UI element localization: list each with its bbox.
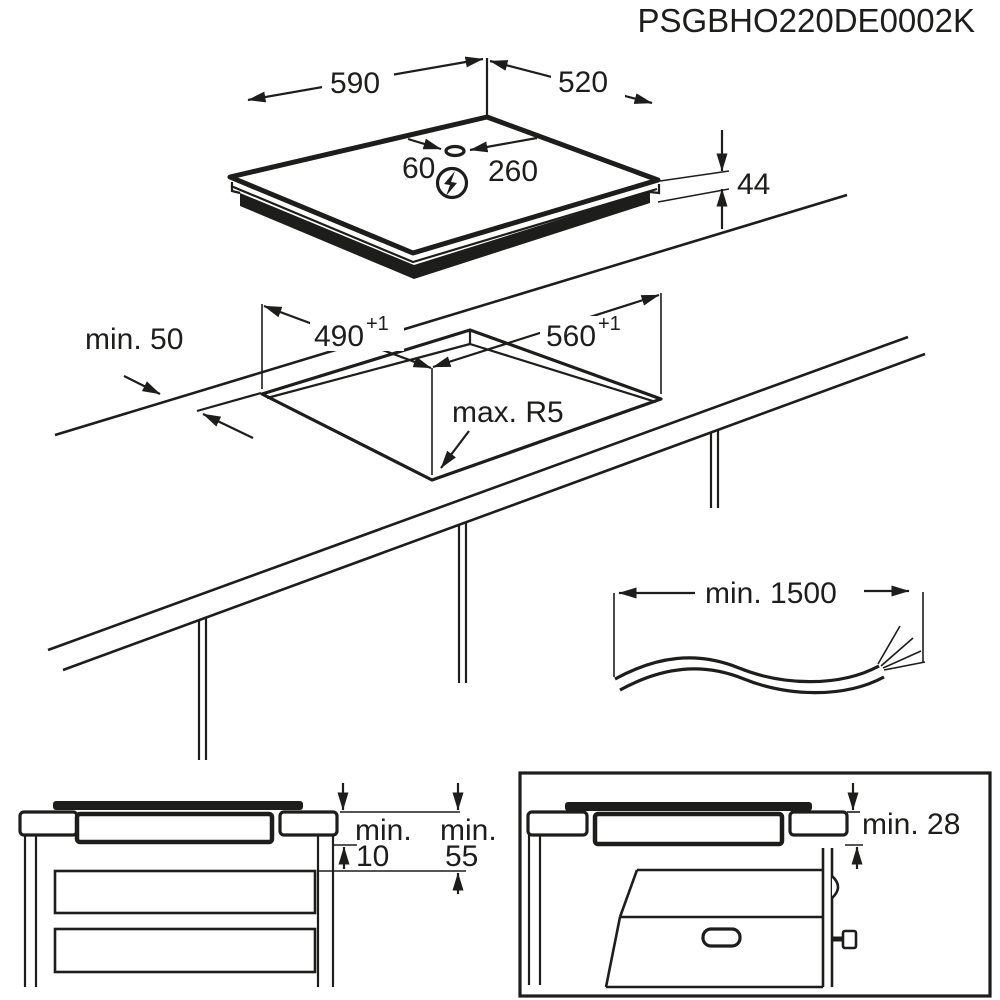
worktop-right: [280, 812, 337, 835]
conn-offset-left-label: 60: [402, 152, 436, 185]
power-cable-view: [614, 577, 925, 693]
cabinet-side-panel: [529, 835, 540, 985]
hob-dimension-view: [230, 58, 770, 279]
cutout-width-label: 560: [546, 320, 597, 353]
gap55-value-label: 55: [445, 840, 479, 873]
gap10-min-label: min.: [355, 814, 412, 847]
clearance-arrow-b: [203, 414, 253, 438]
height-ext-top: [660, 171, 729, 181]
drawer-clearance-view: [20, 783, 497, 987]
height-ext-bottom: [658, 189, 729, 202]
drawer-lower: [55, 929, 315, 972]
hob-width-label: 590: [330, 67, 381, 100]
cutout-width-tolerance: +1: [598, 313, 621, 335]
model-number-title: PSGBHO220DE0002K: [637, 2, 975, 39]
gap10-value-label: 10: [356, 840, 390, 873]
oven-handle: [703, 929, 740, 946]
oven-clearance-label: min. 28: [862, 808, 961, 841]
worktop-leg-left: [199, 618, 206, 760]
clearance-arrow-a: [124, 376, 160, 394]
conn-offset-right-label: 260: [488, 155, 539, 188]
cable-entry-point: [446, 147, 464, 156]
hob-glass-profile: [53, 801, 303, 810]
edge-clearance-label: min. 50: [85, 323, 184, 356]
worktop-left: [528, 812, 587, 835]
hob-box-profile: [77, 814, 272, 842]
worktop-left: [20, 812, 77, 835]
hob-glass-profile: [565, 802, 812, 811]
hob-box-profile: [595, 814, 782, 844]
power-lightning-icon: [438, 169, 467, 198]
cutout-depth-tolerance: +1: [366, 313, 389, 335]
worktop-right: [790, 812, 847, 835]
worktop-leg-middle: [459, 523, 466, 683]
cable-wire-ends: [878, 626, 925, 670]
cable-line-top: [615, 658, 879, 682]
oven-knob: [843, 931, 856, 948]
oven-hinge: [832, 876, 838, 898]
clearance-ref-edge: [197, 393, 261, 411]
hob-right-step: [650, 184, 659, 193]
gap55-min-label: min.: [440, 814, 497, 847]
hob-height-label: 44: [737, 168, 771, 201]
worktop-leg-right: [711, 430, 718, 508]
corner-radius-label: max. R5: [452, 396, 564, 429]
cable-length-label: min. 1500: [705, 577, 837, 610]
built-in-oven: [606, 848, 856, 987]
drawer-upper: [55, 871, 315, 913]
oven-clearance-view: [520, 773, 990, 996]
cutout-depth-label: 490: [314, 320, 365, 353]
hob-depth-label: 520: [558, 66, 609, 99]
